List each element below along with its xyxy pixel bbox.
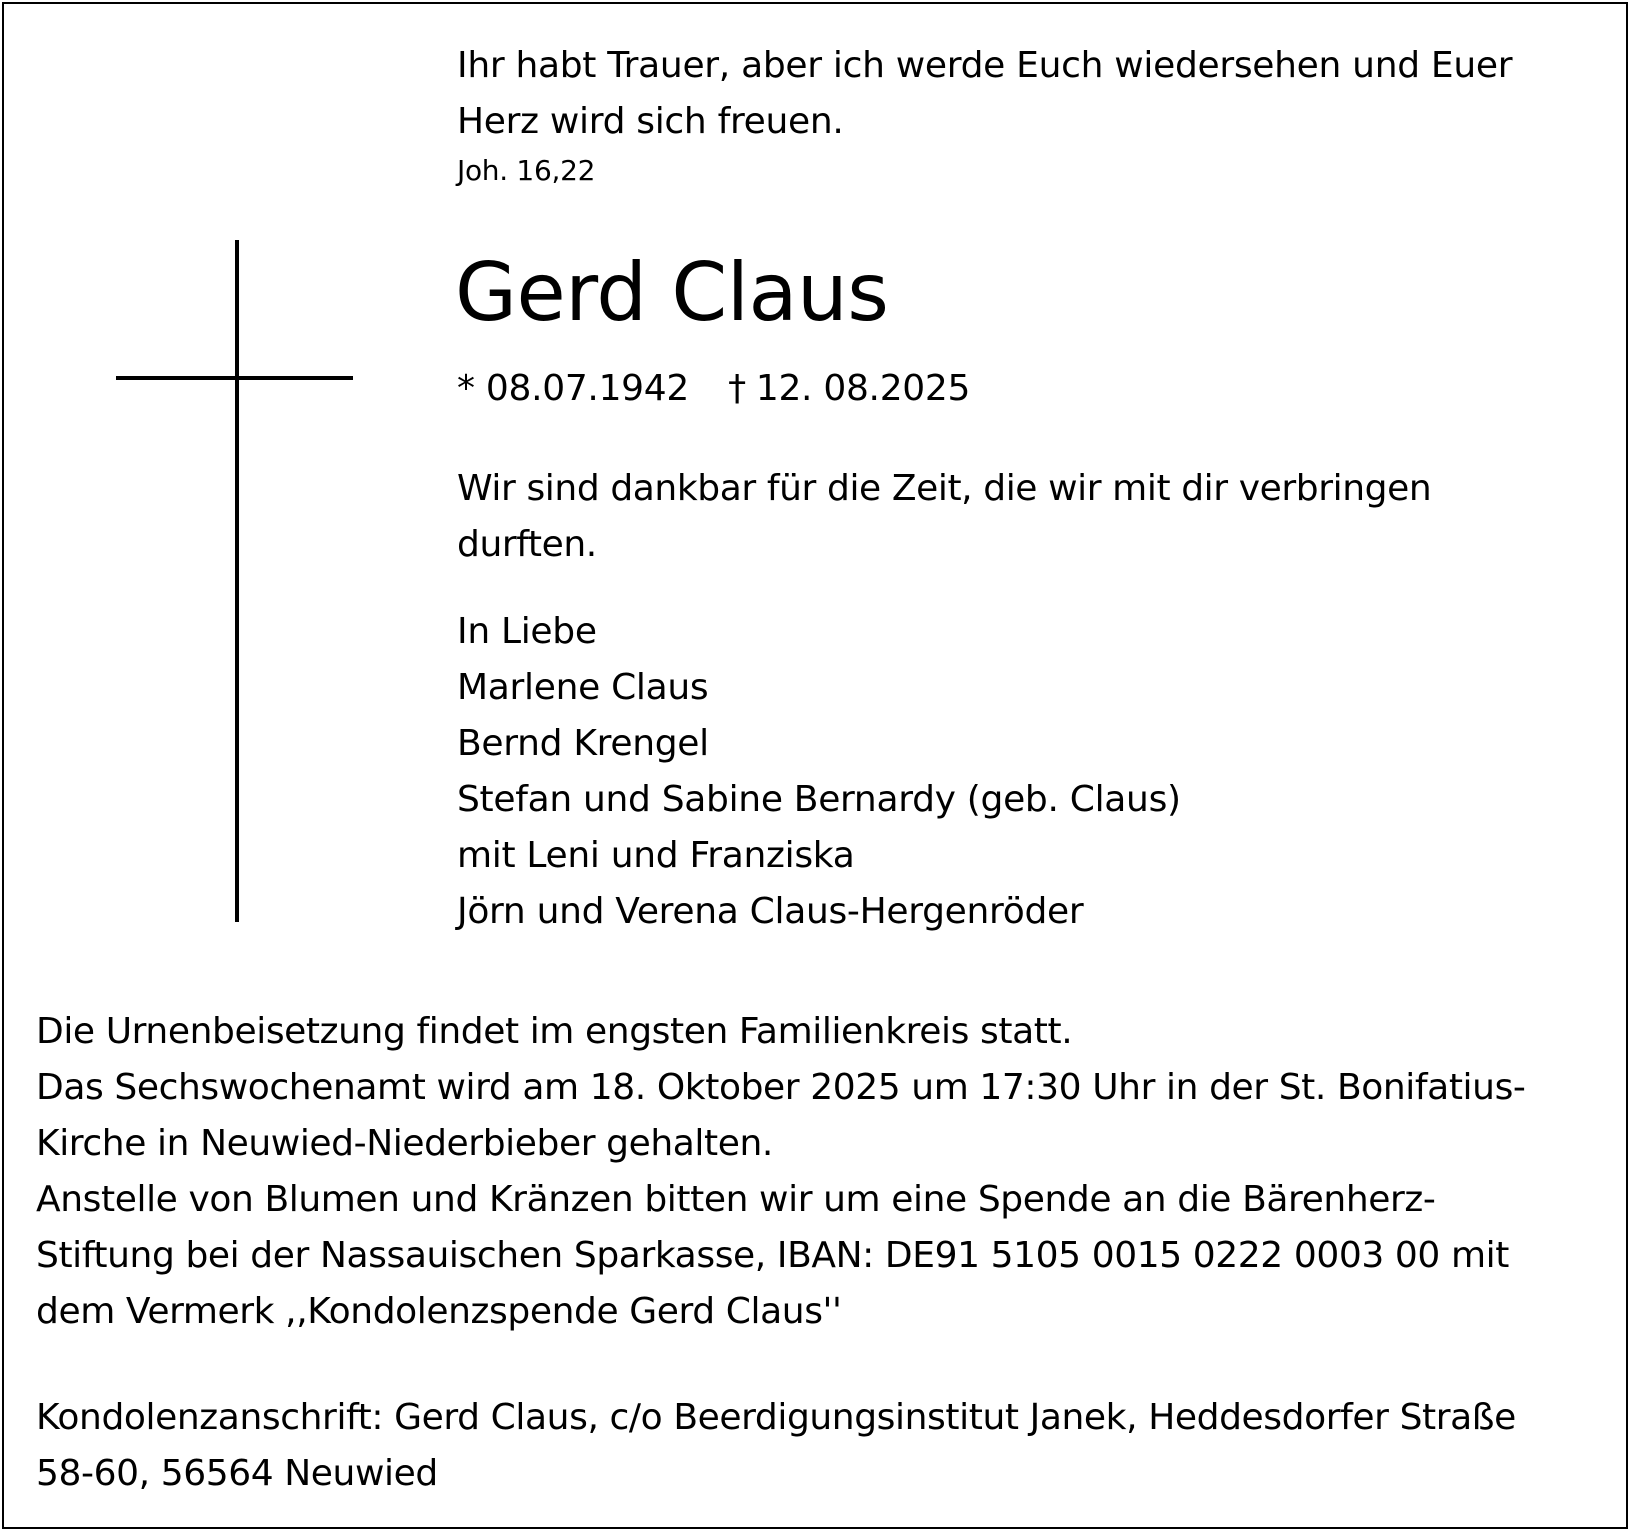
thanks-text — [457, 461, 1431, 573]
address-line: Kondolenzanschrift: Gerd Claus, c/o Beerdigungsinstitut Janek, Heddesdorfer Straße — [36, 1397, 1516, 1438]
mourner-name: Stefan und Sabine Bernardy (geb. Claus) — [457, 779, 1181, 820]
quote-reference: Joh. 16,22 — [457, 154, 596, 187]
birth-date: 08.07.1942 — [485, 368, 689, 409]
funeral-info — [36, 1004, 1526, 1340]
info-line: Kirche in Neuwied-Niederbieber gehalten. — [36, 1123, 773, 1164]
condolence-address — [36, 1390, 1516, 1502]
cross-vertical-bar — [235, 240, 239, 922]
death-date: 12. 08.2025 — [755, 368, 971, 409]
info-line: Stiftung bei der Nassauischen Sparkasse, IBAN: DE91 5105 0015 0222 0003 00 mit — [36, 1235, 1509, 1276]
mourner-name: Jörn und Verena Claus-Hergenröder — [457, 891, 1084, 932]
birth-symbol: * — [457, 368, 475, 409]
thanks-line: durften. — [457, 524, 597, 565]
info-line: dem Vermerk ,,Kondolenzspende Gerd Claus'' — [36, 1291, 842, 1332]
mourner-name: mit Leni und Franziska — [457, 835, 855, 876]
address-line: 58-60, 56564 Neuwied — [36, 1453, 438, 1494]
mourner-name: Bernd Krengel — [457, 723, 709, 764]
info-line: Das Sechswochenamt wird am 18. Oktober 2025 um 17:30 Uhr in der St. Bonifatius- — [36, 1067, 1526, 1108]
mourner-name: Marlene Claus — [457, 667, 709, 708]
thanks-line: Wir sind dankbar für die Zeit, die wir mit dir verbringen — [457, 468, 1432, 509]
info-line: Anstelle von Blumen und Kränzen bitten wir um eine Spende an die Bärenherz- — [36, 1179, 1436, 1220]
death-symbol: † — [728, 368, 746, 409]
bible-quote — [457, 38, 1512, 150]
mourners-intro: In Liebe — [457, 611, 597, 652]
quote-line: Herz wird sich freuen. — [457, 101, 844, 142]
life-dates — [457, 364, 970, 414]
mourners-list — [457, 604, 1181, 940]
cross-horizontal-bar — [116, 376, 353, 380]
deceased-name: Gerd Claus — [455, 246, 889, 339]
quote-line: Ihr habt Trauer, aber ich werde Euch wiedersehen und Euer — [457, 45, 1513, 86]
info-line: Die Urnenbeisetzung findet im engsten Familienkreis statt. — [36, 1011, 1073, 1052]
